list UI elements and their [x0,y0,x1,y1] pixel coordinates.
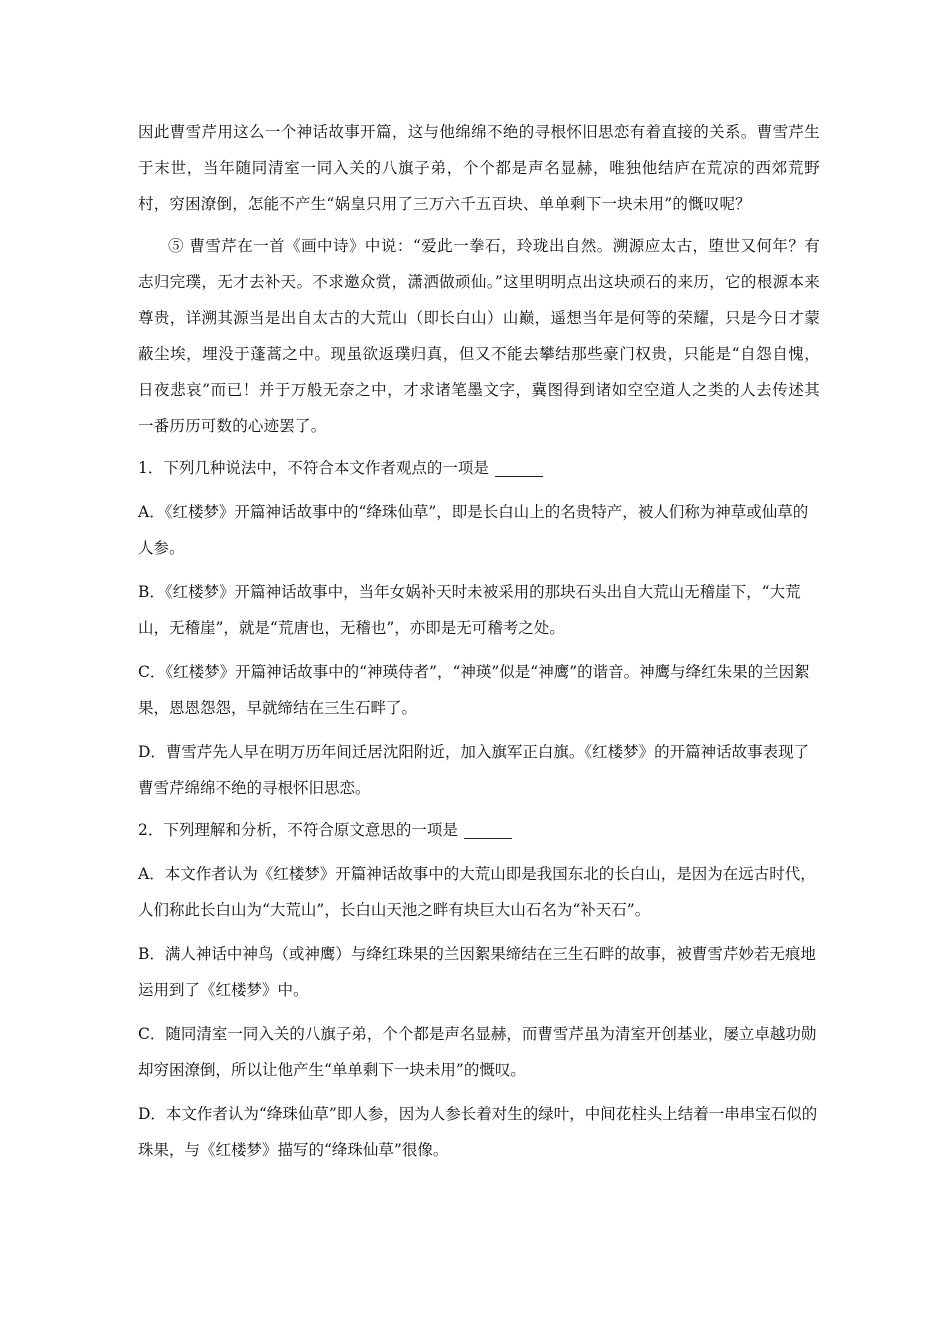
passage-paragraph-2: ⑤ 曹雪芹在一首《画中诗》中说：“爱此一拳石，玲珑出自然。溯源应太古，堕世又何年？有志归完璞，无才去补天。不求邀众赏，潇洒做顽仙。”这里明明点出这块顽石的来历，它的根源本来尊贵，详溯其源当是出自太古的大荒山（即长白山）山巅，遥想当年是何等的荣耀，只是今日才蒙蔽尘埃，埋没于蓬蒿之中。现虽欲返璞归真，但又不能去攀结那些豪门权贵，只能是“自怨自愧，日夜悲哀”而已！并于万般无奈之中，才求诸笔墨文字，冀图得到诸如空空道人之类的人去传述其一番历历可数的心迹罢了。 [138,237,820,435]
question-1-stem [138,452,820,484]
question-1-option-c: C．《红楼梦》开篇神话故事中的“神瑛侍者”，“神瑛”似是“神鹰”的谐音。神鹰与绛红朱果的兰因絮果，恩恩怨怨，早就缔结在三生石畔了。 [138,663,810,717]
question-2-option-a: A．本文作者认为《红楼梦》开篇神话故事中的大荒山即是我国东北的长白山，是因为在远古时代，人们称此长白山为“大荒山”，长白山天池之畔有块巨大山石名为“补天石”。 [138,865,816,919]
answer-blank[interactable] [464,824,512,839]
question-2-option-d: D．本文作者认为“绛珠仙草”即人参，因为人参长着对生的绿叶，中间花柱头上结着一串串宝石似的珠果，与《红楼梦》描写的“绛珠仙草”很像。 [138,1105,818,1159]
question-2-option-b: B．满人神话中神鸟（或神鹰）与绛红珠果的兰因絮果缔结在三生石畔的故事，被曹雪芹妙若无痕地运用到了《红楼梦》中。 [138,945,816,999]
question-2-stem [138,814,820,846]
document-content [138,114,820,1176]
question-1-stem-text: 1．下列几种说法中，不符合本文作者观点的一项是 [138,459,489,477]
question-2-option-c: C．随同清室一同入关的八旗子弟，个个都是声名显赫，而曹雪芹虽为清室开创基业，屡立卓越功勋却穷困潦倒，所以让他产生“单单剩下一块未用”的慨叹。 [138,1025,817,1079]
passage-paragraph-1: 因此曹雪芹用这么一个神话故事开篇，这与他绵绵不绝的寻根怀旧思恋有着直接的关系。曹雪芹生于末世，当年随同清室一同入关的八旗子弟，个个都是声名显赫，唯独他结庐在荒凉的西郊荒野村，穷困潦倒，怎能不产生“娲皇只用了三万六千五百块、单单剩下一块未用”的慨叹呢？ [138,123,820,213]
answer-blank[interactable] [495,462,543,477]
question-1-option-b: B．《红楼梦》开篇神话故事中，当年女娲补天时未被采用的那块石头出自大荒山无稽崖下，“大荒山，无稽崖”，就是“荒唐也，无稽也”，亦即是无可稽考之处。 [138,583,801,637]
question-2 [138,814,820,1168]
question-2-stem-text: 2．下列理解和分析，不符合原文意思的一项是 [138,821,458,839]
question-1-option-d: D．曹雪芹先人早在明万历年间迁居沈阳附近，加入旗军正白旗。《红楼梦》的开篇神话故事表现了曹雪芹绵绵不绝的寻根怀旧思恋。 [138,743,810,797]
question-1 [138,452,820,806]
question-1-option-a: A．《红楼梦》开篇神话故事中的“绛珠仙草”，即是长白山上的名贵特产，被人们称为神草或仙草的人参。 [138,503,809,557]
